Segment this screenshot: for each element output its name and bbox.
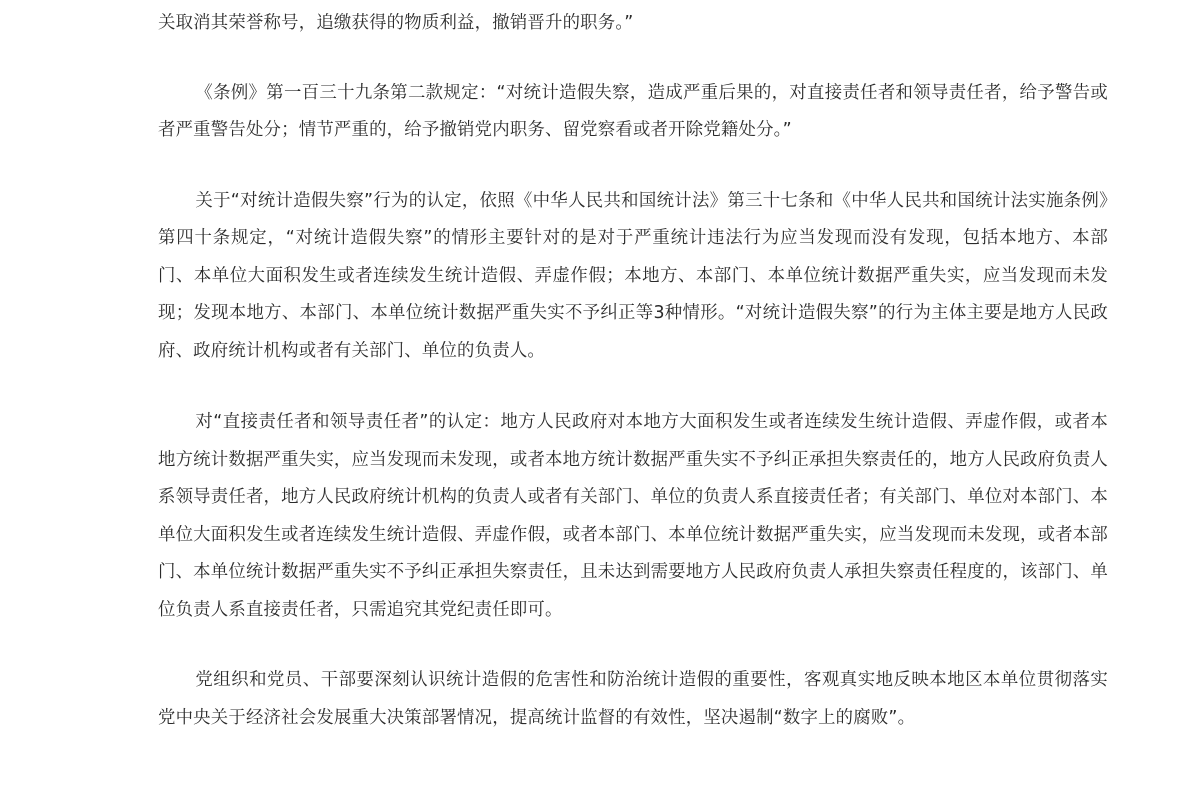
paragraph-2: 《条例》第一百三十九条第二款规定：“对统计造假失察，造成严重后果的，对直接责任者和领导责任者，给予警告或者严重警告处分；情节严重的，给予撤销党内职务、留党察看或者开除党籍处分。” <box>158 82 1108 140</box>
paragraph-5: 党组织和党员、干部要深刻认识统计造假的危害性和防治统计造假的重要性，客观真实地反映本地区本单位贯彻落实党中央关于经济社会发展重大决策部署情况，提高统计监督的有效性，坚决遏制“数字上的腐败”。 <box>158 670 1108 728</box>
paragraph-3: 关于“对统计造假失察”行为的认定，依照《中华人民共和国统计法》第三十七条和《中华人民共和国统计法实施条例》第四十条规定，“对统计造假失察”的情形主要针对的是对于严重统计违法行为应当发现而没有发现，包括本地方、本部门、本单位大面积发生或者连续发生统计造假、弄虚作假；本地方、本部门、本单位统计数据严重失实，应当发现而未发现；发现本地方、本部门、本单位统计数据严重失实不予纠正等3种情形。“对统计造假失察”的行为主体主要是地方人民政府、政府统计机构或者有关部门、单位的负责人。 <box>158 190 1108 361</box>
article-body <box>158 0 1108 737</box>
paragraph-1: 关取消其荣誉称号，追缴获得的物质利益，撤销晋升的职务。” <box>158 13 634 33</box>
paragraph-4: 对“直接责任者和领导责任者”的认定：地方人民政府对本地方大面积发生或者连续发生统计造假、弄虚作假，或者本地方统计数据严重失实，应当发现而未发现，或者本地方统计数据严重失实不予纠正承担失察责任的，地方人民政府负责人系领导责任者，地方人民政府统计机构的负责人或者有关部门、单位的负责人系直接责任者；有关部门、单位对本部门、本单位大面积发生或者连续发生统计造假、弄虚作假，或者本部门、本单位统计数据严重失实，应当发现而未发现，或者本部门、本单位统计数据严重失实不予纠正承担失察责任，且未达到需要地方人民政府负责人承担失察责任程度的，该部门、单位负责人系直接责任者，只需追究其党纪责任即可。 <box>158 412 1108 620</box>
